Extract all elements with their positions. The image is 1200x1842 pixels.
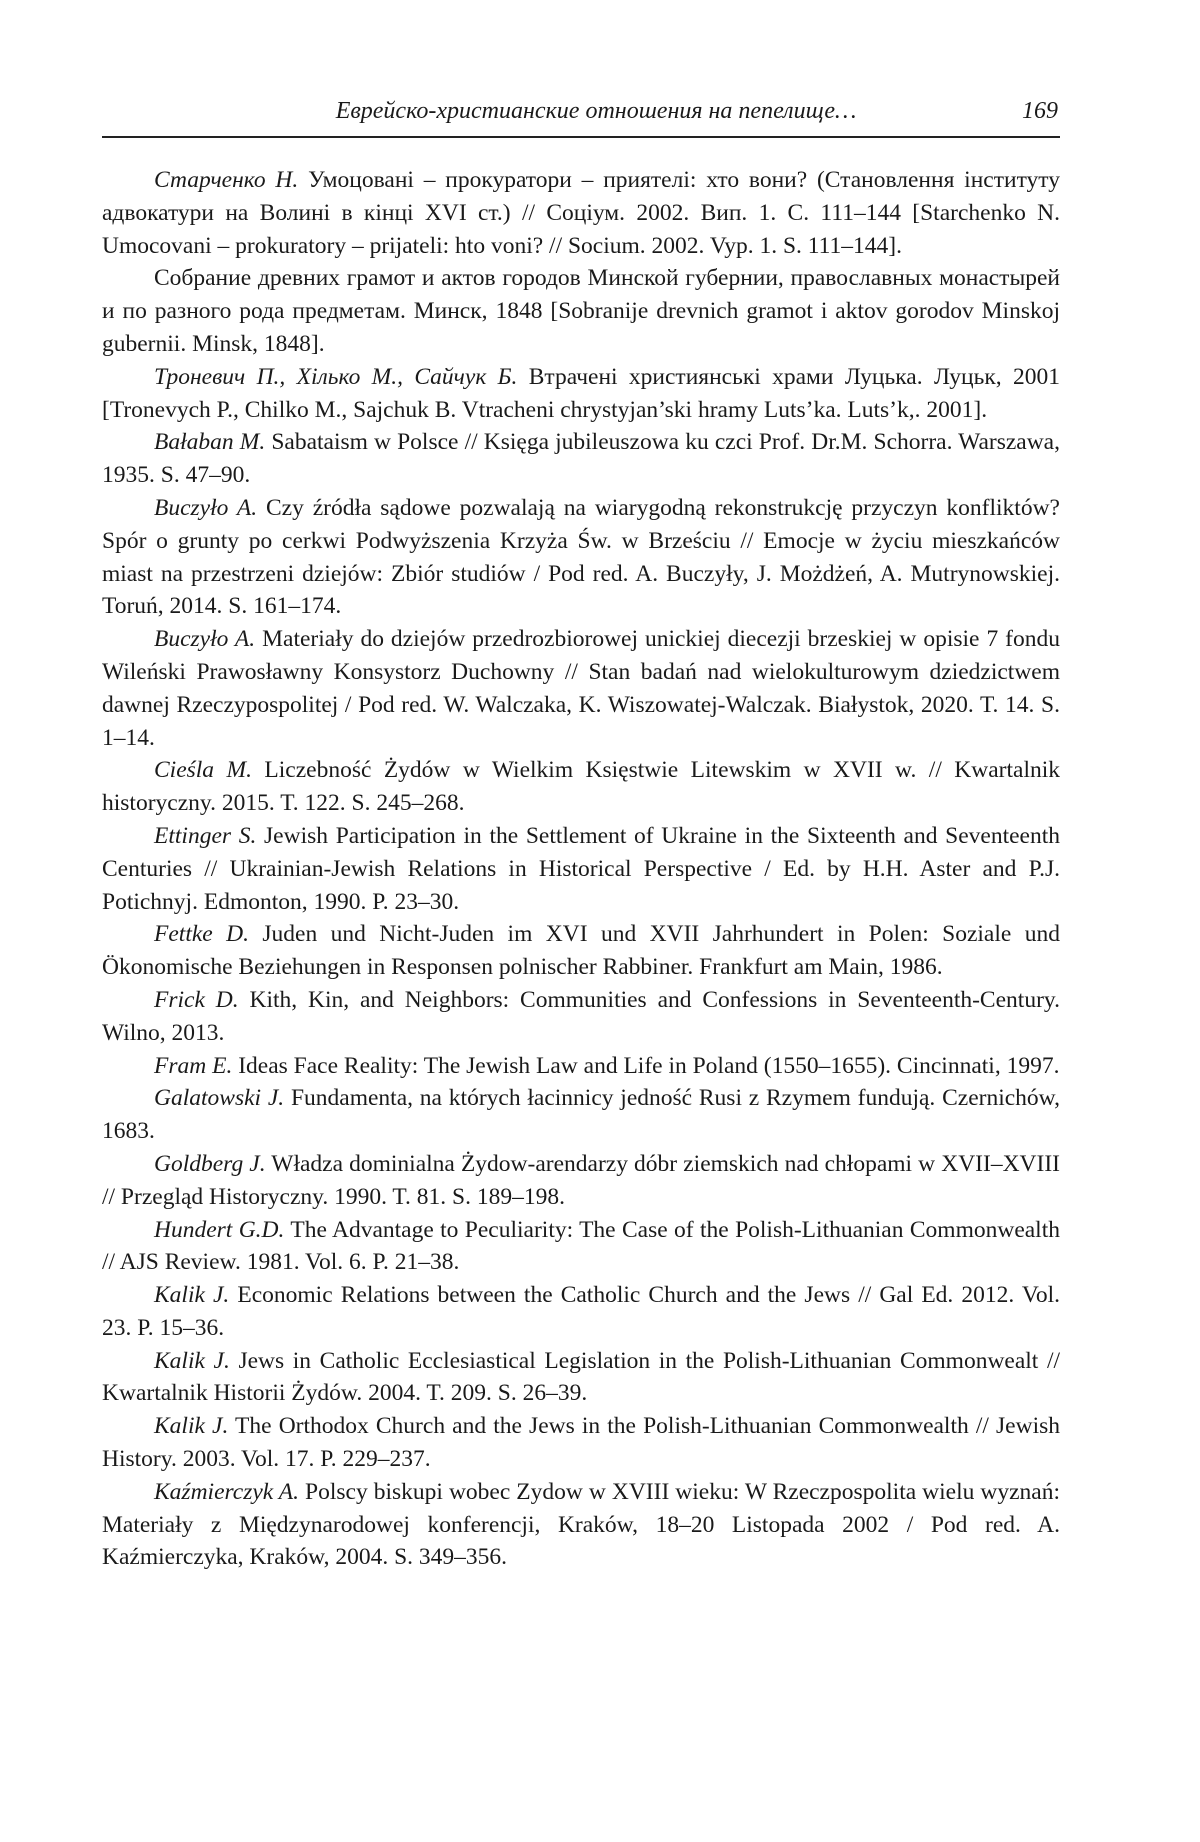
- reference-author: Fettke D.: [154, 921, 249, 947]
- reference-entry: [102, 1050, 1060, 1083]
- reference-text: Juden und Nicht-Juden im XVI und XVII Jahrhundert in Polen: Soziale und Ökonomische Beziehungen in Responsen polnischer Rabbiner. Frankfurt am Main, 1986.: [102, 921, 1060, 980]
- reference-entry: [102, 1345, 1060, 1411]
- reference-text: The Advantage to Peculiarity: The Case of the Polish-Lithuanian Commonwealth // AJS Review. 1981. Vol. 6. P. 21–38.: [102, 1217, 1060, 1276]
- reference-text: Polscy biskupi wobec Zydow w XVIII wieku: W Rzeczpospolita wielu wyznań: Materiały z Międzynarodowej konferencji, Kraków, 18–20 Listopada 2002 / Pod red. A. Kaźmierczyka, Kraków, 2004. S. 349–356.: [102, 1479, 1060, 1571]
- reference-text: Materiały do dziejów przedrozbiorowej unickiej diecezji brzeskiej w opisie 7 fondu Wileński Prawosławny Konsystorz Duchowny // Stan badań nad wielokulturowym dziedzictwem dawnej Rzeczypospolitej / Pod red. W. Walczaka, K. Wiszowatej-Walczak. Białystok, 2020. T. 14. S. 1–14.: [102, 626, 1060, 750]
- reference-author: Kaźmierczyk A.: [154, 1479, 299, 1505]
- page-number: 169: [1022, 98, 1058, 125]
- reference-text: Jews in Catholic Ecclesiastical Legislation in the Polish-Lithuanian Commonwealt // Kwartalnik Historii Żydów. 2004. T. 209. S. 26–39.: [102, 1348, 1060, 1407]
- reference-text: Ideas Face Reality: The Jewish Law and Life in Poland (1550–1655). Cincinnati, 1997.: [232, 1053, 1059, 1079]
- reference-text: Fundamenta, na których łacinnicy jedność Rusi z Rzymem fundują. Czernichów, 1683.: [102, 1085, 1060, 1144]
- reference-text: Czy źródła sądowe pozwalają na wiarygodną rekonstrukcję przyczyn konfliktów? Spór o grunty po cerkwi Podwyższenia Krzyża Św. w Brześciu // Emocje w życiu mieszkańców miast na przestrzeni dziejów: Zbiór studiów / Pod red. A. Buczyły, J. Możdżeń, A. Mutrynowskiej. Toruń, 2014. S. 161–174.: [102, 495, 1060, 619]
- reference-entry: [102, 426, 1060, 492]
- reference-text: Jewish Participation in the Settlement of Ukraine in the Sixteenth and Seventeenth Centuries // Ukrainian-Jewish Relations in Historical Perspective / Ed. by H.H. Aster and P.J. Potichnyj. Edmonton, 1990. P. 23–30.: [102, 823, 1060, 915]
- reference-text: Sabataism w Polsce // Księga jubileuszowa ku czci Prof. Dr.M. Schorra. Warszawa, 1935. S. 47–90.: [102, 429, 1060, 488]
- reference-text: Умоцовані – прокуратори – приятелі: хто вони? (Становлення інституту адвокатури на Волині в кінці XVI ст.) // Соціум. 2002. Вип. 1. С. 111–144 [Starchenko N. Umocovani – prokuratory – prijateli: hto voni? // Socium. 2002. Vyp. 1. S. 111–144].: [102, 167, 1060, 259]
- reference-author: Ettinger S.: [154, 823, 256, 849]
- reference-author: Frick D.: [154, 987, 239, 1013]
- reference-author: Kalik J.: [154, 1282, 229, 1308]
- reference-text: The Orthodox Church and the Jews in the Polish-Lithuanian Commonwealth // Jewish History. 2003. Vol. 17. P. 229–237.: [102, 1413, 1060, 1472]
- reference-entry: [102, 164, 1060, 262]
- reference-text: Władza dominialna Żydow-arendarzy dóbr ziemskich nad chłopami w XVII–XVIII // Przegląd Historyczny. 1990. T. 81. S. 189–198.: [102, 1151, 1060, 1210]
- reference-author: Buczyło A.: [154, 495, 257, 521]
- reference-text: Собрание древних грамот и актов городов Минской губернии, православных монастырей и по разного рода предметам. Минск, 1848 [Sobranije drevnich gramot i aktov gorodov Minskoj gubernii. Minsk, 1848].: [102, 265, 1060, 357]
- reference-entry: [102, 262, 1060, 360]
- reference-entry: [102, 1214, 1060, 1280]
- reference-entry: [102, 361, 1060, 427]
- reference-entry: [102, 492, 1060, 623]
- reference-entry: [102, 754, 1060, 820]
- page-header: [102, 96, 1060, 138]
- running-title: Еврейско-христианские отношения на пепелище…: [102, 98, 1060, 125]
- reference-entry: [102, 984, 1060, 1050]
- reference-entry: [102, 1410, 1060, 1476]
- reference-text: Втрачені християнські храми Луцька. Луцьк, 2001 [Tronevych P., Chilko M., Sajchuk B. Vtracheni chrystyjan’ski hramy Luts’ka. Luts’k,. 2001].: [102, 364, 1060, 423]
- reference-entry: [102, 1082, 1060, 1148]
- reference-entry: [102, 820, 1060, 918]
- reference-author: Hundert G.D.: [154, 1217, 284, 1243]
- reference-author: Kalik J.: [154, 1413, 228, 1439]
- reference-author: Троневич П., Хілько М., Сайчук Б.: [154, 364, 517, 390]
- reference-list: [102, 164, 1060, 1574]
- reference-author: Goldberg J.: [154, 1151, 266, 1177]
- reference-entry: [102, 1476, 1060, 1574]
- reference-author: Cieśla M.: [154, 757, 252, 783]
- reference-text: Liczebność Żydów w Wielkim Księstwie Litewskim w XVII w. // Kwartalnik historyczny. 2015. T. 122. S. 245–268.: [102, 757, 1060, 816]
- reference-author: Fram E.: [154, 1053, 232, 1079]
- reference-entry: [102, 623, 1060, 754]
- reference-author: Kalik J.: [154, 1348, 230, 1374]
- reference-author: Старченко Н.: [154, 167, 298, 193]
- reference-author: Galatowski J.: [154, 1085, 284, 1111]
- reference-entry: [102, 1148, 1060, 1214]
- reference-entry: [102, 918, 1060, 984]
- reference-author: Bałaban M.: [154, 429, 265, 455]
- reference-author: Buczyło A.: [154, 626, 255, 652]
- reference-text: Economic Relations between the Catholic Church and the Jews // Gal Ed. 2012. Vol. 23. P. 15–36.: [102, 1282, 1060, 1341]
- reference-entry: [102, 1279, 1060, 1345]
- reference-text: Kith, Kin, and Neighbors: Communities and Confessions in Seventeenth-Century. Wilno, 2013.: [102, 987, 1060, 1046]
